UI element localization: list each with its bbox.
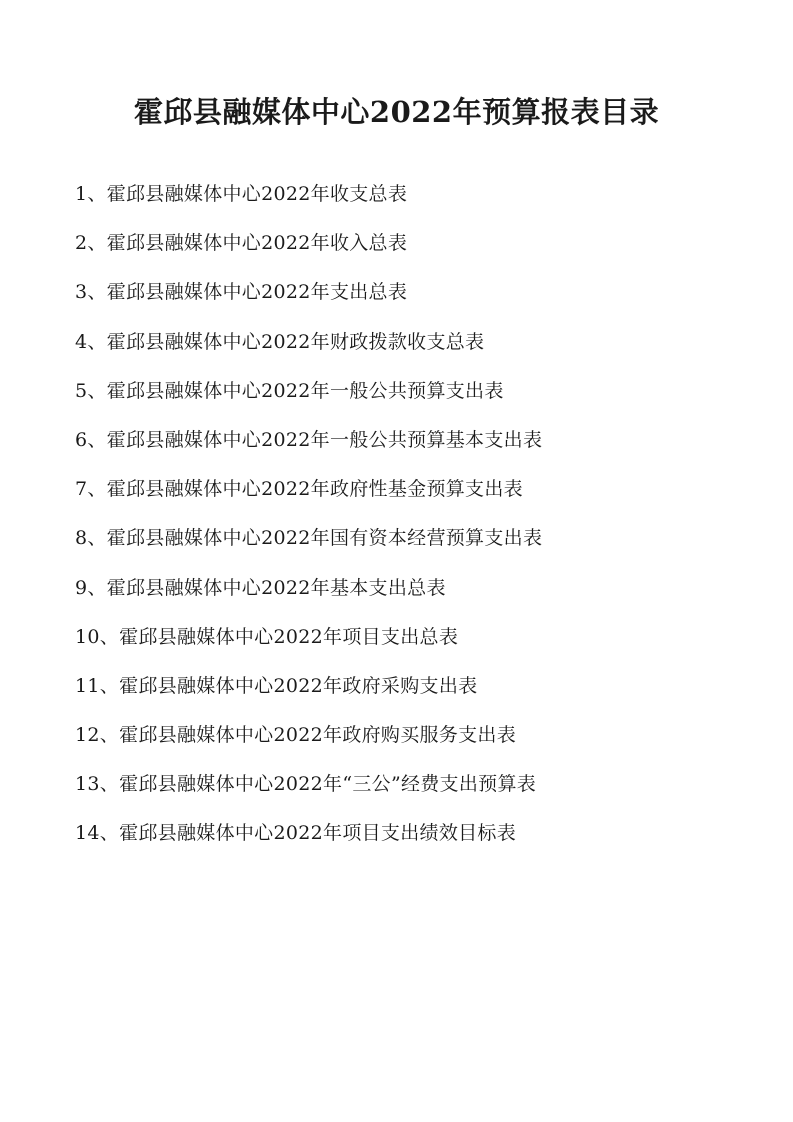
list-item	[75, 766, 542, 815]
item-number: 7、	[75, 478, 107, 501]
item-number: 8、	[75, 527, 107, 550]
item-title: 霍邱县融媒体中心2022年项目支出绩效目标表	[119, 822, 517, 845]
list-item	[75, 422, 542, 471]
item-title: 霍邱县融媒体中心2022年一般公共预算支出表	[106, 379, 504, 402]
list-item	[75, 225, 542, 274]
item-title: 霍邱县融媒体中心2022年政府采购支出表	[119, 674, 478, 697]
item-number: 3、	[75, 281, 107, 304]
list-item	[75, 324, 542, 373]
item-title: 霍邱县融媒体中心2022年基本支出总表	[106, 576, 446, 599]
list-item	[75, 471, 542, 520]
item-title: 霍邱县融媒体中心2022年支出总表	[106, 281, 408, 304]
list-item	[75, 176, 542, 225]
item-title: 霍邱县融媒体中心2022年一般公共预算基本支出表	[106, 428, 543, 451]
item-title: 霍邱县融媒体中心2022年政府性基金预算支出表	[106, 478, 523, 501]
item-title: 霍邱县融媒体中心2022年收支总表	[106, 183, 408, 205]
item-number: 4、	[75, 330, 107, 353]
table-of-contents	[75, 176, 542, 865]
item-title: 霍邱县融媒体中心2022年收入总表	[106, 232, 408, 255]
item-title: 霍邱县融媒体中心2022年国有资本经营预算支出表	[106, 527, 543, 550]
item-number: 14、	[75, 822, 120, 845]
list-item	[75, 668, 542, 717]
item-number: 12、	[75, 724, 120, 747]
list-item	[75, 619, 542, 668]
item-number: 13、	[75, 773, 120, 796]
item-number: 9、	[75, 576, 107, 599]
item-title: 霍邱县融媒体中心2022年项目支出总表	[119, 625, 459, 648]
list-item	[75, 570, 542, 619]
page-title: 霍邱县融媒体中心2022年预算报表目录	[133, 95, 660, 129]
list-item	[75, 274, 542, 323]
item-title: 霍邱县融媒体中心2022年财政拨款收支总表	[106, 330, 485, 353]
item-number: 6、	[75, 428, 107, 451]
item-title: 霍邱县融媒体中心2022年政府购买服务支出表	[119, 724, 517, 747]
item-title: 霍邱县融媒体中心2022年“三公”经费支出预算表	[119, 773, 537, 796]
list-item	[75, 815, 542, 864]
list-item	[75, 520, 542, 569]
list-item	[75, 373, 542, 422]
item-number: 11、	[75, 674, 120, 697]
item-number: 5、	[75, 379, 107, 402]
item-number: 10、	[75, 625, 120, 648]
item-number: 2、	[75, 232, 107, 255]
list-item	[75, 717, 542, 766]
item-number: 1、	[75, 183, 107, 205]
